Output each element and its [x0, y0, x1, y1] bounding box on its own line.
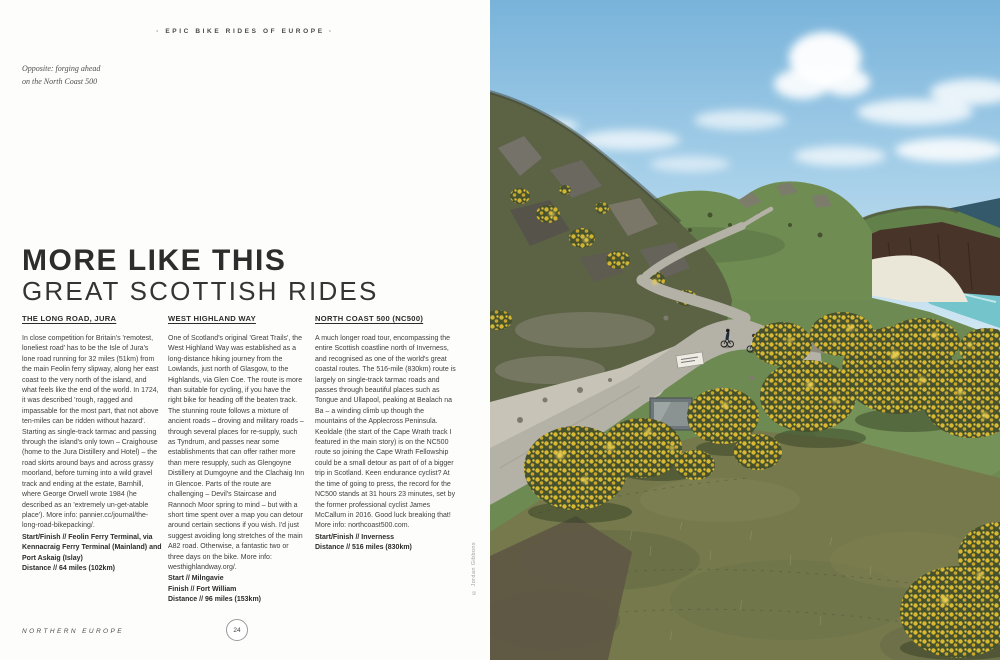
right-page-photo: [490, 0, 1000, 660]
page-number: 24: [233, 626, 241, 634]
running-header: · EPIC BIKE RIDES OF EUROPE ·: [156, 28, 334, 35]
column-heading: NORTH COAST 500 (NC500): [315, 314, 424, 323]
route-detail: Finish // Fort William: [168, 585, 237, 593]
column-heading: WEST HIGHLAND WAY: [168, 314, 256, 323]
article-column-long-road-jura: [22, 314, 162, 574]
column-body: In close competition for Britain's 'remotest, loneliest road' has to be the Isle of Jura's lone road running for 32 miles (51km) from the main Feolin ferry slipway, along her east coast to the very north of the island, and what feels like the end of the world. In 1724, it was described 'rough, ragged and impassable for the most part, that not above ten-miles can be ridden without hazard'. Starting as single-track tarmac and passing through the island's only town – Craighouse (home to the Jura Distillery and Hotel) – the road skirts around bays and across grassy moorland, before turning into a wild gravel track and ending at the estate, Barnhill, where George Orwell wrote 1984 (he described as an 'extremely un-get-atable place'). More info: pannier.cc/journal/the-long-road-bikepacking/.: [22, 335, 159, 530]
column-body: A much longer road tour, encompassing the entire Scottish coastline north of Inverness, and recognised as one of the world's great coastal routes. The 516-mile (830km) route is largely on single-track tarmac roads and passes through beautiful places such as Tongue and Ullapool, peaking at Bealach na Ba – a winding climb up though the mountains of the Applecross Peninsula. Keoldale (the start of the Cape Wrath track I featured in the main story) is on the NC500 route so joining the Cape Wrath Fellowship could be a small detour as part of of a bigger trip in Scotland. Keen endurance cyclist? At the time of going to press, the record for the NC500 stands at 31 hours 23 minutes, set by the former professional cyclist James McCallum in 2016. Good luck breaking that! More info: northcoast500.com.: [315, 335, 456, 530]
north-coast-500-photo: [490, 0, 1000, 660]
section-title: [22, 246, 379, 305]
caption-line-2: on the North Coast 500: [22, 76, 98, 86]
title-line-2: GREAT SCOTTISH RIDES: [22, 276, 379, 306]
route-detail: Start // Milngavie: [168, 575, 224, 583]
article-column-north-coast-500: [315, 314, 457, 554]
route-detail: Distance // 96 miles (153km): [168, 596, 261, 604]
route-detail: Start/Finish // Feolin Ferry Terminal, via Kennacraig Ferry Terminal (Mainland) and Port Askaig (Islay): [22, 533, 162, 562]
photo-caption: [22, 63, 100, 88]
column-heading: THE LONG ROAD, JURA: [22, 314, 117, 323]
caption-line-1: Opposite: forging ahead: [22, 64, 101, 73]
article-column-west-highland-way: [168, 314, 306, 606]
page-number-badge: [226, 619, 248, 641]
column-body: One of Scotland's original 'Great Trails', the West Highland Way was established as a long-distance hiking journey from the Lowlands, just north of Glasgow, to the Highlands, via Glen Coe. The route is more than suitable for cycling, if you have the right bike for heading off the beaten track. The stunning route follows a mixture of ancient roads – droving and military roads – through several places for re-supply, such as Tyndrum, and passes near some establishments that can offer rather more than mere resupply, such as Glengoyne Distillery at Dumgoyne and the Clachaig Inn in Glencoe. Parts of the route are challenging – Devil's Staircase and Rannoch Moor spring to mind – but with a short time spent over a map you can detour around certain sections if you wish. I'd just suggest avoiding long stretches of the main A82 road. Otherwise, a fantastic two or three days on the bike. More info: westhighlandway.org/.: [168, 335, 305, 571]
route-detail: Distance // 516 miles (830km): [315, 544, 412, 552]
route-detail: Distance // 64 miles (102km): [22, 564, 115, 572]
photo-credit: © Jordan Gibbons: [471, 542, 477, 595]
title-line-1: MORE LIKE THIS: [22, 244, 287, 277]
footer-section-label: NORTHERN EUROPE: [22, 628, 124, 635]
route-detail: Start/Finish // Inverness: [315, 533, 394, 541]
